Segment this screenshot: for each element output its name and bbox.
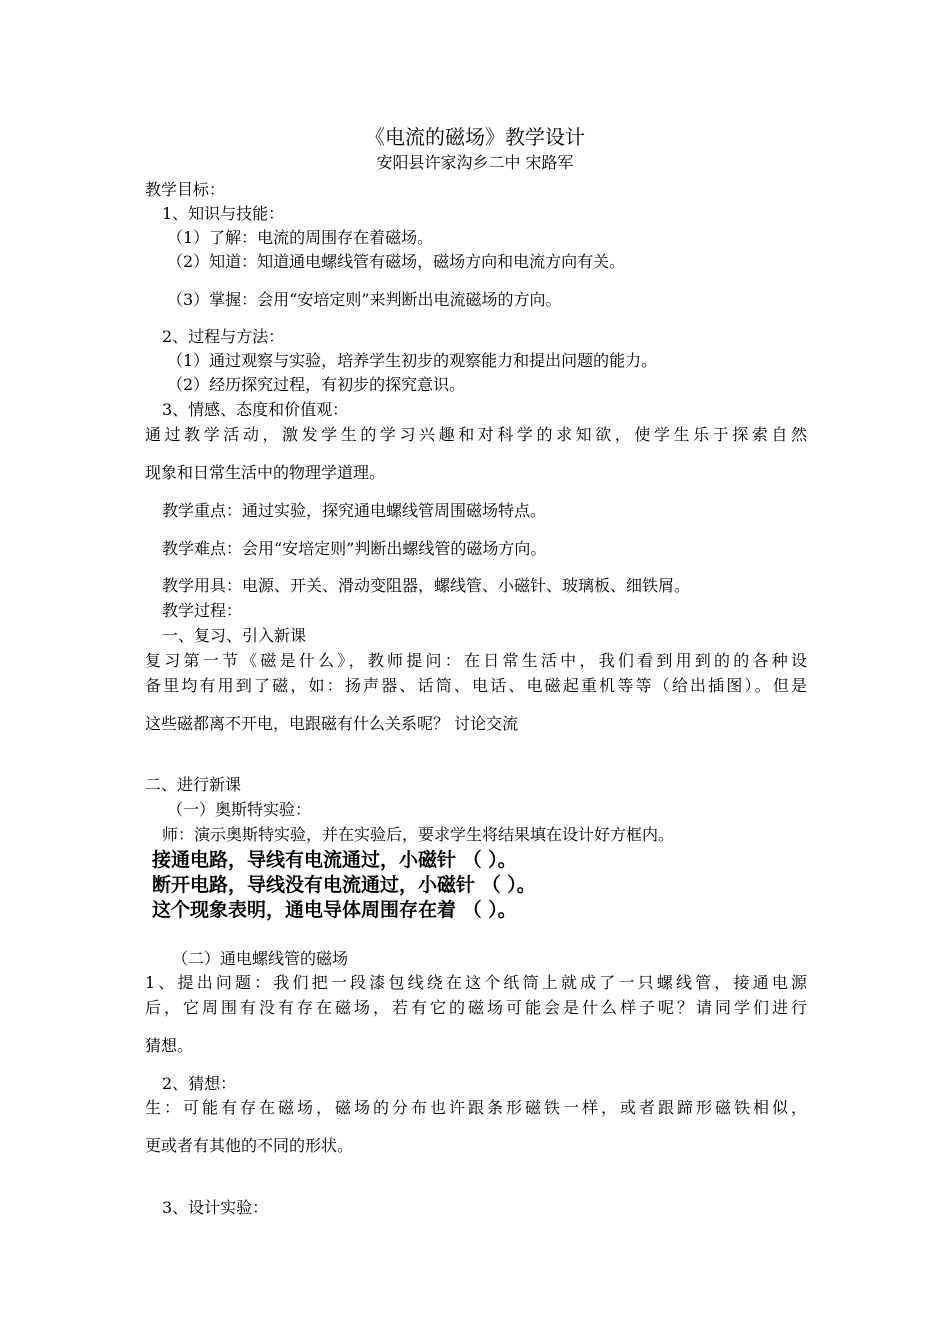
paragraph-line: 后，它周围有没有存在磁场，若有它的磁场可能会是什么样子呢？请同学们进行 — [145, 998, 807, 1017]
paragraph-line: 复习第一节《磁是什么》，教师提问：在日常生活中，我们看到用到的的各种设 — [145, 651, 807, 670]
paragraph-line: 生：可能有存在磁场，磁场的分布也许跟条形磁铁一样，或者跟蹄形磁铁相似， — [145, 1098, 807, 1117]
teaching-difficulty: 教学难点：会用“安培定则”判断出螺线管的磁场方向。 — [162, 539, 547, 558]
objective-item: （1）了解：电流的周围存在着磁场。 — [167, 228, 434, 247]
paragraph-line: 1、提出问题：我们把一段漆包线绕在这个纸筒上就成了一只螺线管，接通电源 — [145, 973, 807, 992]
fill-in-blank-line: 接通电路，导线有电流通过，小磁针 （ ）。 — [152, 849, 517, 871]
subsection-heading: （一）奥斯特实验： — [167, 800, 312, 819]
objective-item: （2）知道：知道通电螺线管有磁场，磁场方向和电流方向有关。 — [167, 252, 626, 271]
teaching-focus: 教学重点：通过实验，探究通电螺线管周围磁场特点。 — [162, 501, 547, 520]
objective-item: （3）掌握：会用“安培定则”来判断出电流磁场的方向。 — [167, 290, 562, 309]
paragraph-line: 猜想。 — [145, 1036, 194, 1055]
fill-in-blank-line: 断开电路，导线没有电流通过，小磁针 （ ）。 — [152, 874, 536, 896]
subsection-heading: （二）通电螺线管的磁场 — [172, 949, 349, 968]
objective-process-heading: 2、过程与方法： — [162, 327, 285, 346]
paragraph-line: 这些磁都离不开电，电跟磁有什么关系呢？ 讨论交流 — [145, 714, 519, 733]
paragraph-line: 师：演示奥斯特实验，并在实验后，要求学生将结果填在设计好方框内。 — [162, 825, 675, 844]
objective-item: （2）经历探究过程，有初步的探究意识。 — [167, 375, 466, 394]
fill-in-blank-line: 这个现象表明，通电导体周围存在着 （ ）。 — [152, 899, 517, 921]
document-author: 安阳县许家沟乡二中 宋路军 — [376, 153, 574, 172]
teaching-tools: 教学用具：电源、开关、滑动变阻器，螺线管、小磁针、玻璃板、细铁屑。 — [162, 576, 691, 595]
objective-knowledge-heading: 1、知识与技能： — [162, 204, 285, 223]
section-heading: 一、复习、引入新课 — [162, 626, 307, 645]
paragraph-line: 通过教学活动，激发学生的学习兴趣和对科学的求知欲，使学生乐于探索自然 — [145, 425, 807, 444]
step-heading: 3、设计实验： — [162, 1198, 269, 1217]
section-heading: 二、进行新课 — [145, 775, 242, 794]
objective-emotion-heading: 3、情感、态度和价值观： — [162, 400, 349, 419]
teaching-process-heading: 教学过程： — [162, 601, 243, 620]
paragraph-line: 现象和日常生活中的物理学道理。 — [145, 463, 386, 482]
objectives-heading: 教学目标： — [145, 180, 226, 199]
objective-item: （1）通过观察与实验，培养学生初步的观察能力和提出问题的能力。 — [167, 351, 658, 370]
document-title: 《电流的磁场》教学设计 — [365, 125, 585, 149]
paragraph-line: 备里均有用到了磁，如：扬声器、话筒、电话、电磁起重机等等（给出插图）。但是 — [145, 676, 807, 695]
paragraph-line: 更或者有其他的不同的形状。 — [145, 1136, 354, 1155]
step-heading: 2、猜想： — [162, 1074, 237, 1093]
